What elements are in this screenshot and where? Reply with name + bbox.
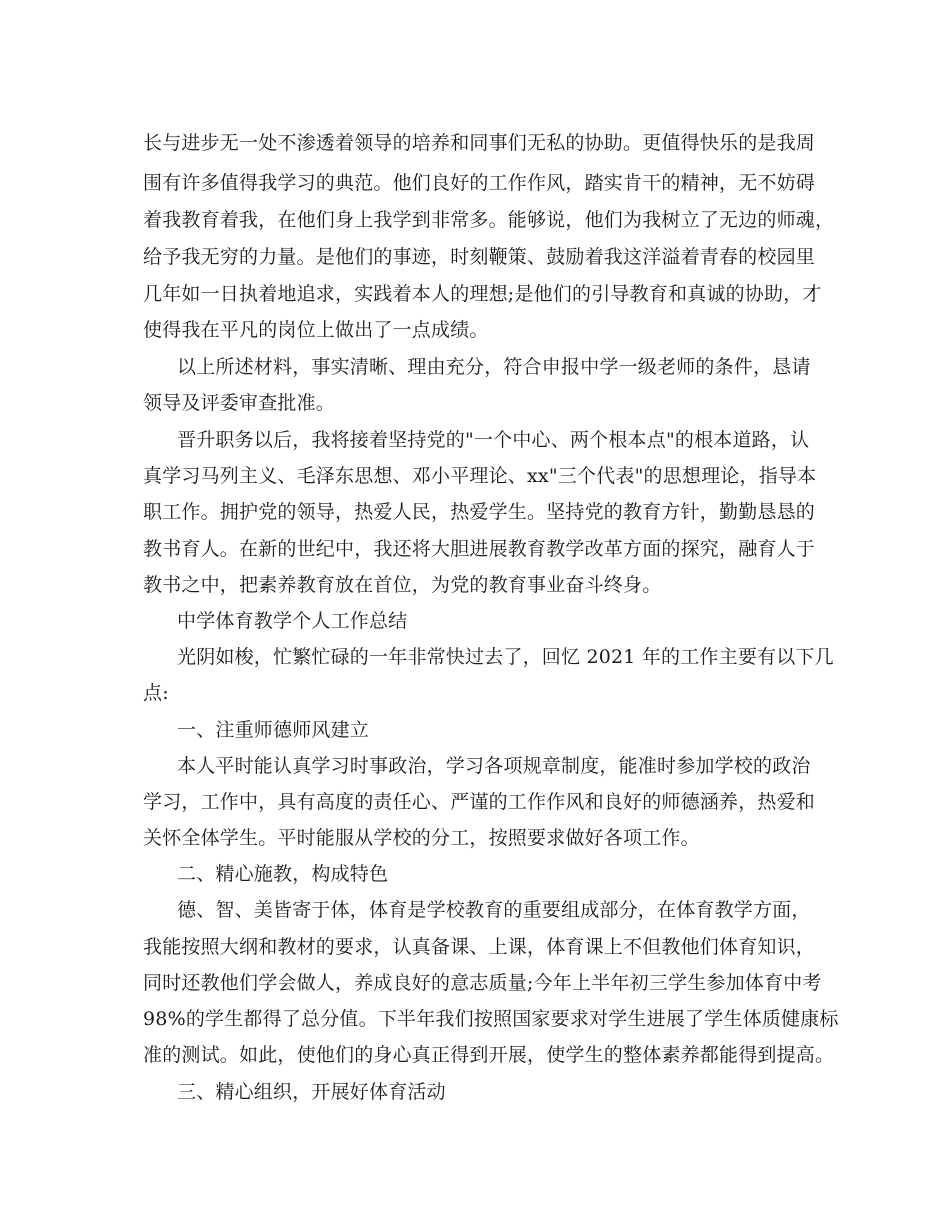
paragraph-line: 着我教育着我，在他们身上我学到非常多。能够说，他们为我树立了无边的师魂， bbox=[143, 209, 835, 231]
paragraph-line: 98%的学生都得了总分值。下半年我们按照国家要求对学生进展了学生体质健康标 bbox=[143, 1008, 839, 1030]
paragraph-line: 学习，工作中，具有高度的责任心、严谨的工作作风和良好的师德涵养，热爱和 bbox=[143, 791, 816, 813]
paragraph-line: 关怀全体学生。平时能服从学校的分工，按照要求做好各项工作。 bbox=[143, 827, 700, 849]
paragraph-line: 几年如一日执着地追求，实践着本人的理想;是他们的引导教育和真诚的协助，才 bbox=[143, 283, 822, 305]
paragraph-line: 光阴如梭，忙繁忙碌的一年非常快过去了，回忆 2021 年的工作主要有以下几 bbox=[177, 646, 834, 668]
section-heading: 三、精心组织，开展好体育活动 bbox=[177, 1081, 446, 1103]
paragraph-line: 教书育人。在新的世纪中，我还将大胆进展教育教学改革方面的探究，融育人于 bbox=[143, 538, 816, 560]
paragraph-line: 使得我在平凡的岗位上做出了一点成绩。 bbox=[143, 319, 489, 341]
section-heading: 二、精心施教，构成特色 bbox=[177, 863, 389, 885]
paragraph-line: 点: bbox=[143, 682, 169, 704]
section-title: 中学体育教学个人工作总结 bbox=[177, 610, 408, 632]
paragraph-line: 围有许多值得我学习的典范。他们良好的工作作风，踏实肯干的精神，无不妨碍 bbox=[143, 172, 816, 194]
paragraph-line: 领导及评委审查批准。 bbox=[143, 392, 336, 414]
paragraph-line: 真学习马列主义、毛泽东思想、邓小平理论、xx"三个代表"的思想理论，指导本 bbox=[143, 465, 817, 487]
paragraph-line: 准的测试。如此，使他们的身心真正得到开展，使学生的整体素养都能得到提高。 bbox=[143, 1044, 835, 1066]
paragraph-line: 教书之中，把素养教育放在首位，为党的教育事业奋斗终身。 bbox=[143, 574, 662, 596]
paragraph-line: 给予我无穷的力量。是他们的事迹，时刻鞭策、鼓励着我这洋溢着青春的校园里 bbox=[143, 246, 816, 268]
paragraph-line: 长与进步无一处不渗透着领导的培养和同事们无私的协助。更值得快乐的是我周 bbox=[143, 132, 816, 154]
paragraph-line: 晋升职务以后，我将接着坚持党的"一个中心、两个根本点"的根本道路，认 bbox=[177, 429, 810, 451]
paragraph-line: 同时还教他们学会做人，养成良好的意志质量;今年上半年初三学生参加体育中考 bbox=[143, 972, 822, 994]
paragraph-line: 以上所述材料，事实清晰、理由充分，符合申报中学一级老师的条件，恳请 bbox=[177, 356, 811, 378]
section-heading: 一、注重师德师风建立 bbox=[177, 719, 370, 741]
paragraph-line: 本人平时能认真学习时事政治，学习各项规章制度，能准时参加学校的政治 bbox=[177, 755, 811, 777]
paragraph-line: 德、智、美皆寄于体，体育是学校教育的重要组成部分，在体育教学方面， bbox=[177, 899, 811, 921]
paragraph-line: 职工作。拥护党的领导，热爱人民，热爱学生。坚持党的教育方针，勤勤恳恳的 bbox=[143, 501, 816, 523]
paragraph-line: 我能按照大纲和教材的要求，认真备课、上课，体育课上不但教他们体育知识， bbox=[143, 936, 816, 958]
